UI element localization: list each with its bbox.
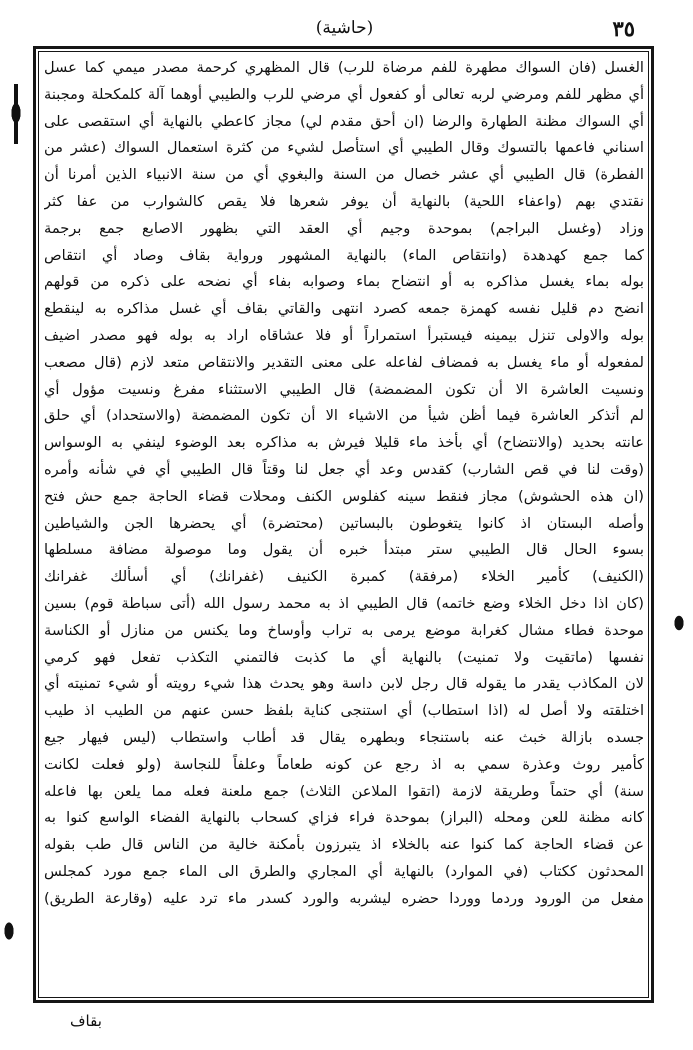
text-line: أي السواك مظنة الطهارة والرضا (ان أحق مقدم لي) مجاز كاعطي بالنهاية أي استقصى على xyxy=(44,112,644,130)
text-line: كما جمع كهدهدة (وانتقاص الماء) بالنهاية المشهور ورواية بقاف وصاد أي انتقاص xyxy=(44,246,644,264)
text-line: الغسل (فان السواك مطهرة للفم مرضاة للرب) قال المظهري كرحمة مصدر ميمي كما عسل xyxy=(44,59,644,76)
text-line: أي مظهر للفم ومرضي لربه تعالى أو كفعول أي مرضي للرب والطيبي أوهما آلة كلمكحلة ومجبنة xyxy=(44,85,644,103)
running-head: (حاشية) xyxy=(315,18,374,38)
text-line: (كان اذا دخل الخلاء وضع خاتمه) قال الطيبي اذ به محمد رسول الله (أتى سباطة قوم) بسين xyxy=(44,594,644,612)
text-body xyxy=(44,55,644,995)
text-line: بوله بماء يغسل مذاكره به أو انتضاح بماء وصوابه بفاء أي نضحه على ذكره من قولهم xyxy=(44,273,644,291)
text-line: اسناني فاعمها بالتسوك وقال الطيبي أي استأصل لشيء من كثرة استعمال السواك (عشر من xyxy=(44,139,644,157)
text-line: عن قضاء الحاجة كما كنوا عنه بالخلاء اذ يتبرزون بأمكنة خالية من الناس قال طب بقوله xyxy=(44,836,644,854)
margin-ink-mark xyxy=(672,612,686,634)
text-line: اختلقته ولا أصل له (اذا استطاب) أي استنجى كناية بلفظ حسن عنهم من الطيب اذ طيب xyxy=(44,702,644,720)
text-line: لمفعوله أو ماء يغسل به فمضاف لفاعله على معنى التقدير والانتقاص متعد لازم (قال مصعب xyxy=(44,353,644,371)
text-line: لم أتذكر العاشرة فيما أظن شيأ من الاشياء الا أن تكون المضمضة (والاستحداد) أي حلق xyxy=(44,407,644,425)
text-line: ونسيت العاشرة الا أن تكون المضمضة) قال الطيبي الاستثناء مفرغ ونسيت مؤول أي xyxy=(44,380,644,398)
text-line: نقتدي بهم (واعفاء اللحية) بالنهاية أن يوفر شعرها فلا يقص كالشوارب من عفا كثر xyxy=(44,192,644,210)
text-line: موحدة فطاء مشال كغرابة موضع يرمى به تراب وأوساخ وما يكنس من منازل أو الكناسة xyxy=(44,621,644,639)
page-header xyxy=(36,14,653,48)
text-line: (وقت لنا في قص الشارب) كقدس وعد أي جعل لنا وقتاً قال الطيبي أي في شأنه وأمره xyxy=(44,460,644,478)
text-line: كانه مظنة للعن ومحله (البراز) بموحدة فراء فزاي كسحاب بالنهاية الفضاء الواسع كنوا به xyxy=(44,809,644,827)
text-line: بسوء الحال قال الطيبي ستر مبتدأ خبره أن يقول وما موصولة مضافة مسلطها xyxy=(44,541,644,559)
text-line: جسده بازالة خبث عنه باستنجاء وبطهره يقال قد أطاب واستطاب (ليس فيهار جيع xyxy=(44,728,644,746)
text-line: المحدثون ككتاب (في الموارد) بالنهاية أي المجاري والطرق الى الماء جمع مورد كمجلس xyxy=(44,862,644,880)
text-line: (ان هذه الحشوش) مجاز فنقط سينه كفلوس الكنف ومحلات قضاء الحاجة جمع حش فتح xyxy=(44,487,644,505)
text-line: عانته بحديد (والانتضاح) أي بأخذ ماء قليلا فيرش به مذاكره بعد الوضوء لينفي به الوسواس xyxy=(44,434,644,452)
margin-ink-mark xyxy=(8,96,24,130)
text-line: نفسها (ماتقيت ولا تمنيت) بالنهاية أي ما كذبت فالتمني التكذب تفعل فهو كرمي xyxy=(44,648,644,666)
text-line: انضح دم قليل نفسه كهمزة جمعه كصرد انتهى والقاتي بقاف أي غسل مذاكره به لينقطع xyxy=(44,300,644,318)
text-line: مفعل من الورود وردما ووردا حضره ليشربه والورد كسدر ماء ترد عليه (وقارعة الطريق) xyxy=(44,889,644,907)
text-line: سنة) أي حتماً وطريقة لازمة (اتقوا الملاعن الثلاث) جمع ملعنة فعله مما يلعن بها فاعله xyxy=(44,782,644,800)
text-line: الفطرة) قال الطيبي أي عشر خصال من السنة والبغوي أي من سنة الانبياء الذين أمرنا أن xyxy=(44,166,644,184)
catchword: بقاف xyxy=(70,1012,102,1030)
margin-ink-mark xyxy=(2,918,16,944)
text-line: كأمير روث وعذرة سمي به اذ رجع عن كونه طعاماً وعلفاً للنجاسة (ولو فعلت لكانت xyxy=(44,755,644,773)
text-line: (الكنيف) كأمير الخلاء (مرفقة) كمبرة الكنيف (غفرانك) أي أسألك غفرانك xyxy=(44,568,644,586)
text-line: بوله والاولى تنزل بيمينه فيستبرأ استمراراً أو فلا عشاقاه اراد به بوله فهو مصدر اضيف xyxy=(44,326,644,344)
text-line: وأصله البستان اذ كانوا يتغوطون بالبساتين (محتضرة) أي يحضرها الجن والشياطين xyxy=(44,514,644,532)
text-line: وزاد (وغسل البراجم) بموحدة وجيم أي العقد التي بظهور الاصابع جمع برجمة xyxy=(44,219,644,237)
text-line: لان المكاذب يقدر ما يقوله قال رجل لابن داسة وهو يحدث هذا شيء رويته أو شيء تمنيته أي xyxy=(44,675,644,693)
page-number: ٣٥ xyxy=(612,16,635,41)
